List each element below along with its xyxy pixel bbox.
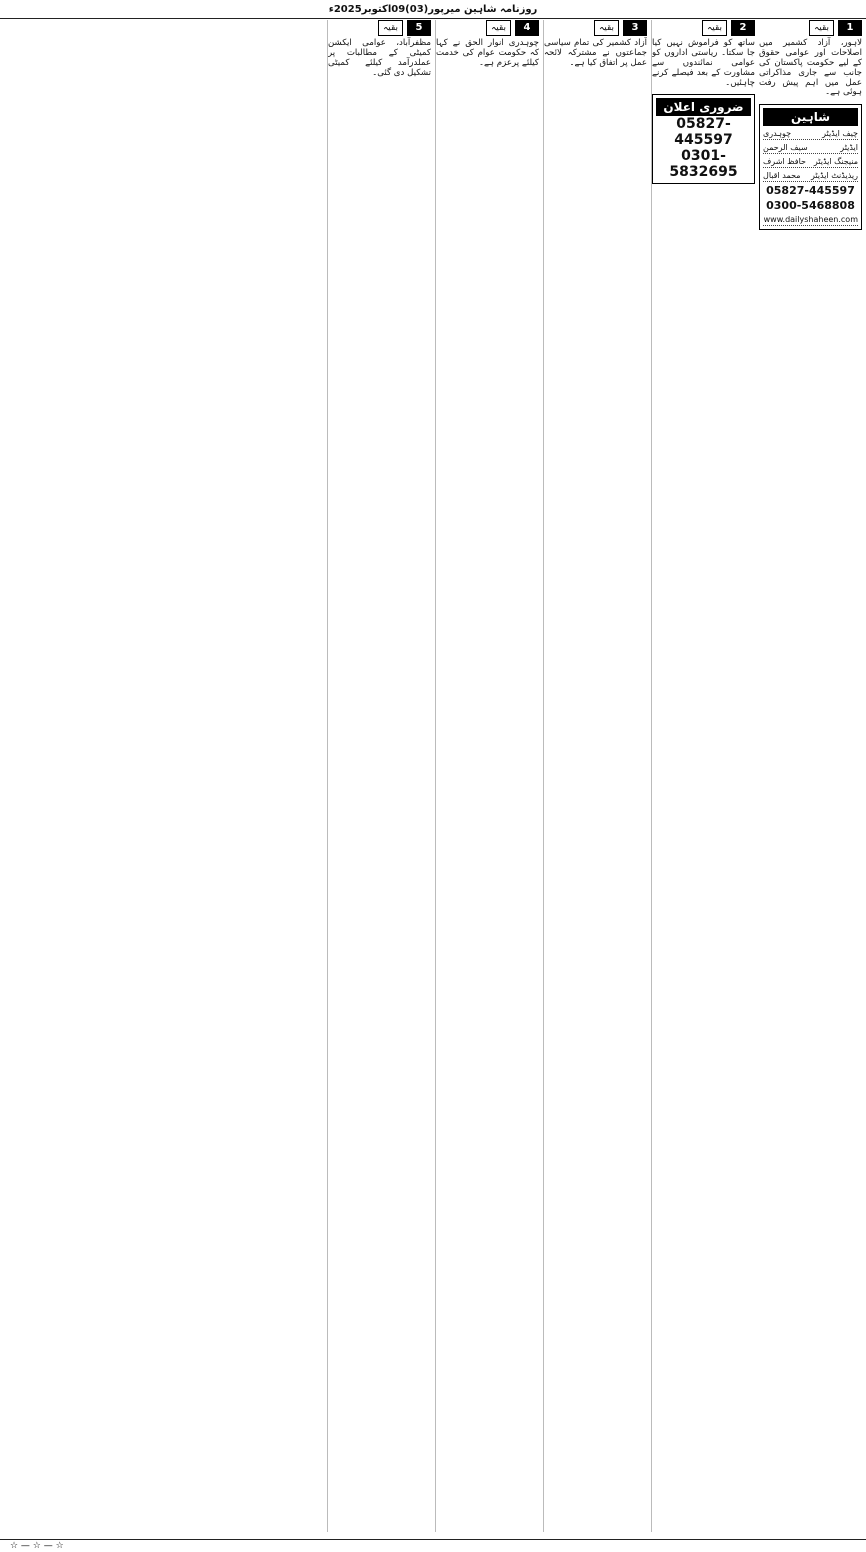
columns [4, 20, 862, 1532]
news-column [435, 20, 539, 1532]
continuation-label: بقیہ [378, 20, 403, 36]
continuation-label: بقیہ [486, 20, 511, 36]
masthead-phone: 05827-445597 [766, 184, 855, 198]
masthead-name: حافظ اشرف [763, 157, 806, 167]
masthead-name: محمد اقبال [763, 171, 801, 181]
page-footer [0, 1539, 866, 1552]
masthead-role: ایڈیٹر [840, 143, 858, 153]
continuation-number: 1 [838, 20, 862, 36]
page-header [0, 0, 866, 19]
notice-ad [652, 94, 755, 184]
news-block [652, 20, 755, 88]
masthead-name: چوہدری [763, 129, 792, 139]
news-block [328, 20, 431, 79]
footer-stars: ☆ — ☆ — ☆ [10, 1541, 64, 1551]
news-column [759, 20, 862, 1532]
masthead [759, 104, 862, 230]
continuation-label: بقیہ [594, 20, 619, 36]
masthead-title: شاہین [763, 108, 858, 126]
notice-title: ضروری اعلان [656, 98, 751, 116]
continuation-label: بقیہ [702, 20, 727, 36]
header-title: روزنامہ شاہین میرپور(03)09اکتوبر2025ء [328, 3, 538, 15]
news-block [759, 20, 862, 98]
news-column [651, 20, 755, 1532]
masthead-row [763, 128, 858, 140]
article-text: ساتھ کو فراموش نہیں کیا جا سکتا۔ ریاستی اداروں کو عوامی نمائندوں سے مشاورت کے بعد فیصلے کرنے چاہئیں۔ [652, 38, 755, 88]
notice-phone: 0301-5832695 [669, 148, 738, 181]
continuation-number: 4 [515, 20, 539, 36]
masthead-phone: 0300-5468808 [766, 199, 855, 213]
masthead-web: www.dailyshaheen.com [763, 215, 858, 225]
masthead-role: ریذیڈنٹ ایڈیٹر [810, 171, 858, 181]
continuation-tag [544, 20, 647, 36]
masthead-row [763, 156, 858, 168]
continuation-tag [759, 20, 862, 36]
continuation-number: 5 [407, 20, 431, 36]
news-block [436, 20, 539, 69]
continuation-tag [436, 20, 539, 36]
article-text: مظفرآباد، عوامی ایکشن کمیٹی کے مطالبات پر عملدرآمد کیلئے کمیٹی تشکیل دی گئی۔ [328, 38, 431, 78]
news-column [543, 20, 647, 1532]
continuation-label: بقیہ [809, 20, 834, 36]
article-text: آزاد کشمیر کی تمام سیاسی جماعتوں نے مشترکہ لائحہ عمل پر اتفاق کیا ہے۔ [544, 38, 647, 68]
continuation-number: 2 [731, 20, 755, 36]
continuation-tag [328, 20, 431, 36]
continuation-tag [652, 20, 755, 36]
article-text: چوہدری انوار الحق نے کہا کہ حکومت عوام کی خدمت کیلئے پرعزم ہے۔ [436, 38, 539, 68]
notice-phone: 05827-445597 [674, 116, 733, 149]
news-column [327, 20, 431, 1532]
masthead-role: منیجنگ ایڈیٹر [813, 157, 858, 167]
continuation-number: 3 [623, 20, 647, 36]
news-block [544, 20, 647, 69]
masthead-row [763, 142, 858, 154]
masthead-row [763, 170, 858, 182]
masthead-role: چیف ایڈیٹر [822, 129, 858, 139]
masthead-name: سیف الرحمن [763, 143, 808, 153]
article-text: لاہور، آزاد کشمیر میں اصلاحات اور عوامی حقوق کے لیے حکومت پاکستان کی جانب سے جاری مذاکراتی عمل میں اہم پیش رفت ہوئی ہے۔ [759, 38, 862, 98]
